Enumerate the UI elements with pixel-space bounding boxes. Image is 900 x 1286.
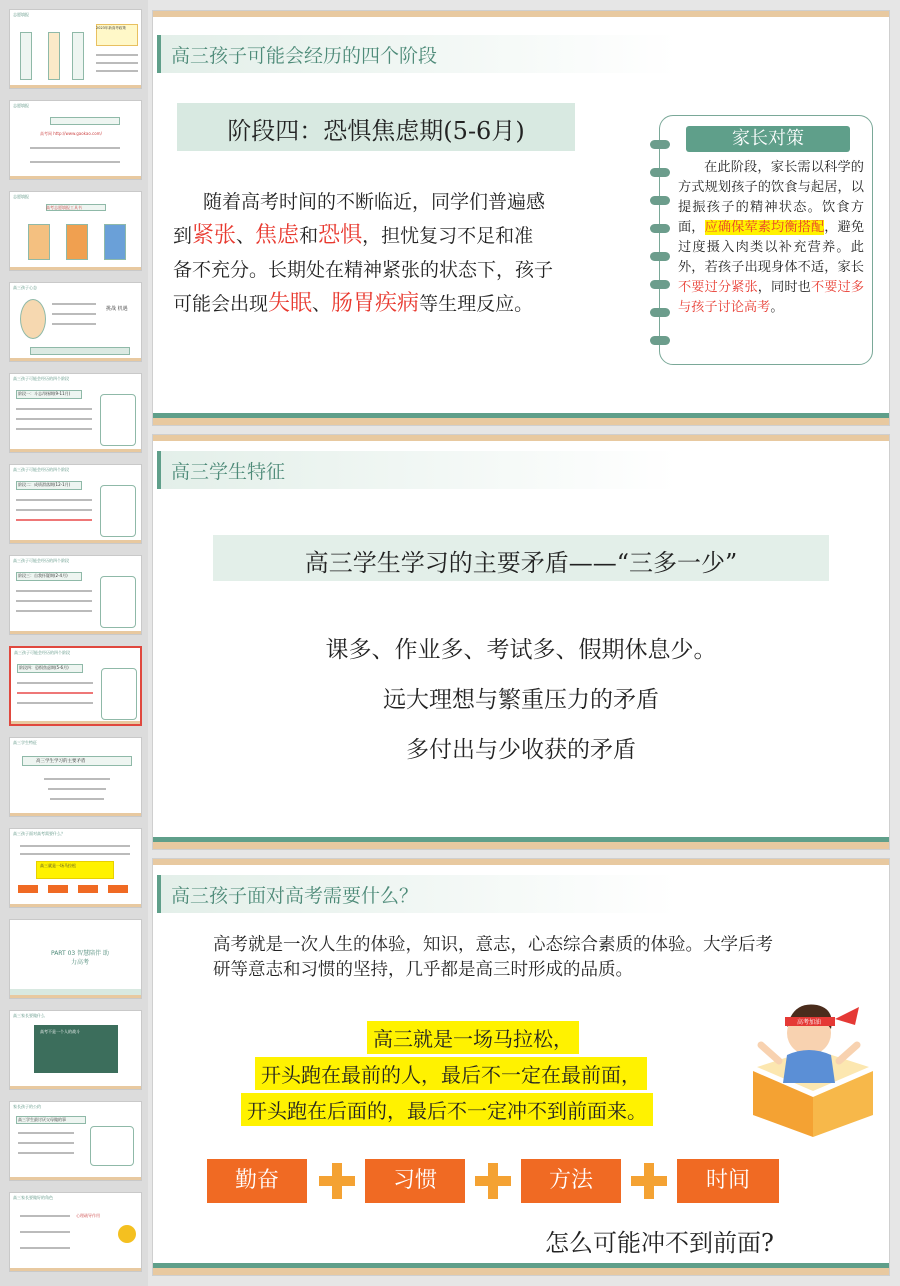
thumb-line [96,54,138,56]
nb-red-text: 不要过分紧张 [678,280,758,295]
thumb-line [52,303,96,305]
thumb-bar [10,358,141,361]
thumb-line [48,788,106,790]
thumb-title: 志愿填报 [13,194,29,199]
desc-text: 备不充分。长期处在精神紧张的状态下，孩子 [173,259,554,281]
thumb-bar [10,1177,141,1180]
stage-description [173,185,613,321]
thumb-text: 阶段三：自我怀疑期(2-4月) [18,573,68,578]
thumb-title: 高三学生特征 [13,740,37,745]
slide-title: 高三孩子可能会经历的四个阶段 [171,45,438,67]
slide-thumb-3[interactable] [9,191,142,271]
thumb-line [18,1152,74,1154]
slide-thumb-10[interactable] [9,828,142,908]
feature-line: 课多、作业多、考试多、假期休息少。 [325,637,717,663]
thumb-line [16,610,92,612]
thumb-shape [28,224,50,260]
slide-top-bar [153,859,889,865]
thumb-text: 心理疏导作用 [76,1213,100,1218]
desc-line [173,287,613,321]
thumb-line [20,1231,70,1233]
slide-title: 高三学生特征 [171,461,286,483]
band-text: 高三学生学习的主要矛盾——“三多一少” [304,549,738,577]
plus-icon [631,1163,667,1199]
keyword-fear: 恐惧 [318,223,363,248]
thumb-line [44,778,110,780]
keyword-habit: 习惯 [365,1159,465,1203]
thumb-title: 高三孩子面对高考需要什么？ [13,831,65,836]
thumb-title: 高三家长要做什么 [13,1013,45,1018]
thumb-bar [10,904,141,907]
slide-thumb-11[interactable] [9,919,142,999]
thumb-shape [104,224,126,260]
marathon-line: 开头跑在最前的人，最后不一定在最前面， [255,1057,647,1090]
thumb-line [16,590,92,592]
thumb-text: 高三就是一场马拉松 [40,863,76,868]
slide-thumb-9[interactable] [9,737,142,817]
nb-text: 。 [770,300,784,315]
thumb-line [17,692,93,694]
thumb-shape [108,885,128,893]
thumb-text: 阶段四：恐惧焦虑期(5-6月) [19,665,69,670]
thumb-text: 挑战 机遇 [106,306,128,312]
thumb-bar [10,995,141,998]
thumb-title: 志愿填报 [13,12,29,17]
slide-thumb-14[interactable] [9,1192,142,1272]
thumb-shape [72,32,84,80]
feature-line: 多付出与少收获的矛盾 [406,737,636,763]
desc-line [173,219,613,253]
slide-thumb-1[interactable] [9,9,142,89]
thumb-shape [50,117,120,125]
thumb-shape [18,885,38,893]
thumb-text: 2023年新高考政策 [96,26,126,30]
thumb-line [96,62,138,64]
nb-text: ，避免过度摄入肉类以补充营养。此外，若孩子出现身体不适，家长 [678,220,865,275]
slide-thumb-5[interactable] [9,373,142,453]
desc-text: 和 [299,225,319,247]
thumb-bar [10,813,141,816]
slide-stage-four [152,10,890,426]
thumb-line [16,428,92,430]
stage-title-box [177,103,575,151]
thumb-bar [10,1268,141,1271]
thumb-bar [10,540,141,543]
keyword-tension: 紧张 [192,223,237,248]
feature-line: 远大理想与繁重压力的矛盾 [383,687,659,713]
thumb-line [16,499,92,501]
nb-red-text: 不要过多与孩子讨论高考 [678,280,865,315]
slide-top-bar [153,11,889,17]
notebook-ring [650,196,670,205]
thumb-line [16,519,92,521]
notebook-ring [650,336,670,345]
slide-bottom-bar [153,842,889,849]
thumb-line [20,845,130,847]
thumb-shape [100,485,136,537]
thumb-shape [30,347,130,355]
slide-thumb-12[interactable] [9,1010,142,1090]
parent-strategy-notebook [659,115,873,365]
thumb-shape [20,32,32,80]
thumb-bar [10,267,141,270]
slide-thumb-6[interactable] [9,464,142,544]
thumb-text: 阶段一：斗志昂扬期(9-11月) [18,391,71,396]
notebook-text [678,158,864,318]
thumb-line [20,1247,70,1249]
thumb-shape [100,576,136,628]
closing-question: 怎么可能冲不到前面? [545,1229,774,1257]
thumb-line [17,682,93,684]
slide-title: 高三孩子面对高考需要什么？ [171,885,419,907]
student-reading-illustration [743,987,883,1137]
thumb-line [20,1215,70,1217]
thumb-shape [78,885,98,893]
notebook-ring [650,140,670,149]
thumb-line [16,509,92,511]
headband-text: 高考加油 [796,1019,822,1026]
thumb-title: 高三孩子可能会经历的四个阶段 [13,376,69,381]
nb-text: ，同时也 [757,280,811,295]
thumb-bar [10,176,141,179]
desc-text: 、 [236,225,256,247]
slide-thumb-13[interactable] [9,1101,142,1181]
thumb-text: 高三学生最讨厌父母做的事 [18,1117,66,1122]
slide-what-students-need [152,858,890,1276]
intro-paragraph: 高考就是一次人生的体验，知识，意志，心态综合素质的体验。大学后考研等意志和习惯的坚持，几乎都是高三时形成的品质。 [213,935,773,980]
slide-top-bar [153,435,889,441]
thumb-bar [10,449,141,452]
thumb-line [30,161,120,163]
notebook-ring [650,224,670,233]
keyword-time: 时间 [677,1159,779,1203]
thumb-line [16,418,92,420]
desc-line [203,185,613,219]
thumb-text: 高考不是一个人的战斗 [40,1029,80,1034]
thumb-shape [100,394,136,446]
thumb-line [17,702,93,704]
slide-bottom-bar [153,418,889,425]
thumb-text: PART 03 智慧陪伴 助力高考 [50,950,110,966]
thumb-line [30,147,120,149]
thumb-title: 高三孩子心态 [13,285,37,290]
notebook-ring [650,252,670,261]
main-contradiction-band [213,535,829,581]
thumb-text: 高三学生学习的主要矛盾 [36,759,86,764]
thumb-shape [48,885,68,893]
keyword-anxiety: 焦虑 [255,223,300,248]
thumb-shape [48,32,60,80]
slide-thumb-8-active[interactable] [9,646,142,726]
thumb-bar [11,721,140,724]
thumb-bar [10,631,141,634]
desc-text: 、 [312,293,332,315]
slide-thumb-4[interactable] [9,282,142,362]
thumb-line [96,70,138,72]
thumb-shape [101,668,137,720]
notebook-ring [650,280,670,289]
thumb-text: 高考志愿填报工具书 [46,205,82,210]
keyword-method: 方法 [521,1159,621,1203]
thumb-title: 高三孩子可能会经历的四个阶段 [13,467,69,472]
thumb-text: 高考网 http://www.gaokao.com/ [40,131,102,136]
thumb-shape [66,224,88,260]
thumb-title: 高三孩子可能会经历的四个阶段 [13,558,69,563]
marathon-line: 高三就是一场马拉松， [367,1021,579,1054]
thumb-line [52,313,96,315]
thumb-line [16,408,92,410]
desc-line [173,253,613,287]
slide-thumbnail-panel [0,0,148,1286]
marathon-line: 开头跑在后面的，最后不一定冲不到前面来。 [241,1093,653,1126]
plus-icon [475,1163,511,1199]
keyword-diligence: 勤奋 [207,1159,307,1203]
thumb-shape [118,1225,136,1243]
keyword-gastro: 肠胃疾病 [331,291,420,316]
notebook-ring [650,168,670,177]
thumb-title: 志愿填报 [13,103,29,108]
slide-thumb-2[interactable] [9,100,142,180]
desc-text: 等生理反应。 [419,293,534,315]
thumb-line [20,853,130,855]
thumb-shape [20,299,46,339]
slide-thumb-7[interactable] [9,555,142,635]
thumb-shape [90,1126,134,1166]
thumb-line [52,323,96,325]
keyword-insomnia: 失眠 [268,291,313,316]
slide-header [157,35,677,73]
desc-text: 可能会出现 [173,293,269,315]
slide-header [157,875,677,913]
slide-header [157,451,677,489]
thumb-title: 家长孩子的公约 [13,1104,41,1109]
notebook-ring [650,308,670,317]
thumb-line [16,600,92,602]
thumb-bar [10,85,141,88]
nb-highlight: 应确保荤素均衡搭配 [704,220,825,235]
thumb-title: 高三家长要做好的角色 [13,1195,53,1200]
desc-text: ，担忧复习不足和准 [362,225,534,247]
desc-text: 到 [173,225,193,247]
notebook-title: 家长对策 [686,126,850,152]
desc-text: 随着高考时间的不断临近，同学们普遍感 [203,191,546,213]
thumb-text: 阶段二：成绩滑落期(12-1月) [18,482,71,487]
thumb-line [18,1132,74,1134]
slide-student-features [152,434,890,850]
thumb-bar [10,1086,141,1089]
thumb-line [50,798,104,800]
thumb-line [18,1142,74,1144]
thumb-title: 高三孩子可能会经历的四个阶段 [14,650,70,655]
nb-text: 在此阶段，家长需以科学的方式规划孩子的饮食与起居，以提振孩子的精神状态。饮食方面， [678,160,864,235]
stage-title: 阶段四：恐惧焦虑期(5-6月) [227,117,525,145]
plus-icon [319,1163,355,1199]
slide-bottom-bar [153,1268,889,1275]
